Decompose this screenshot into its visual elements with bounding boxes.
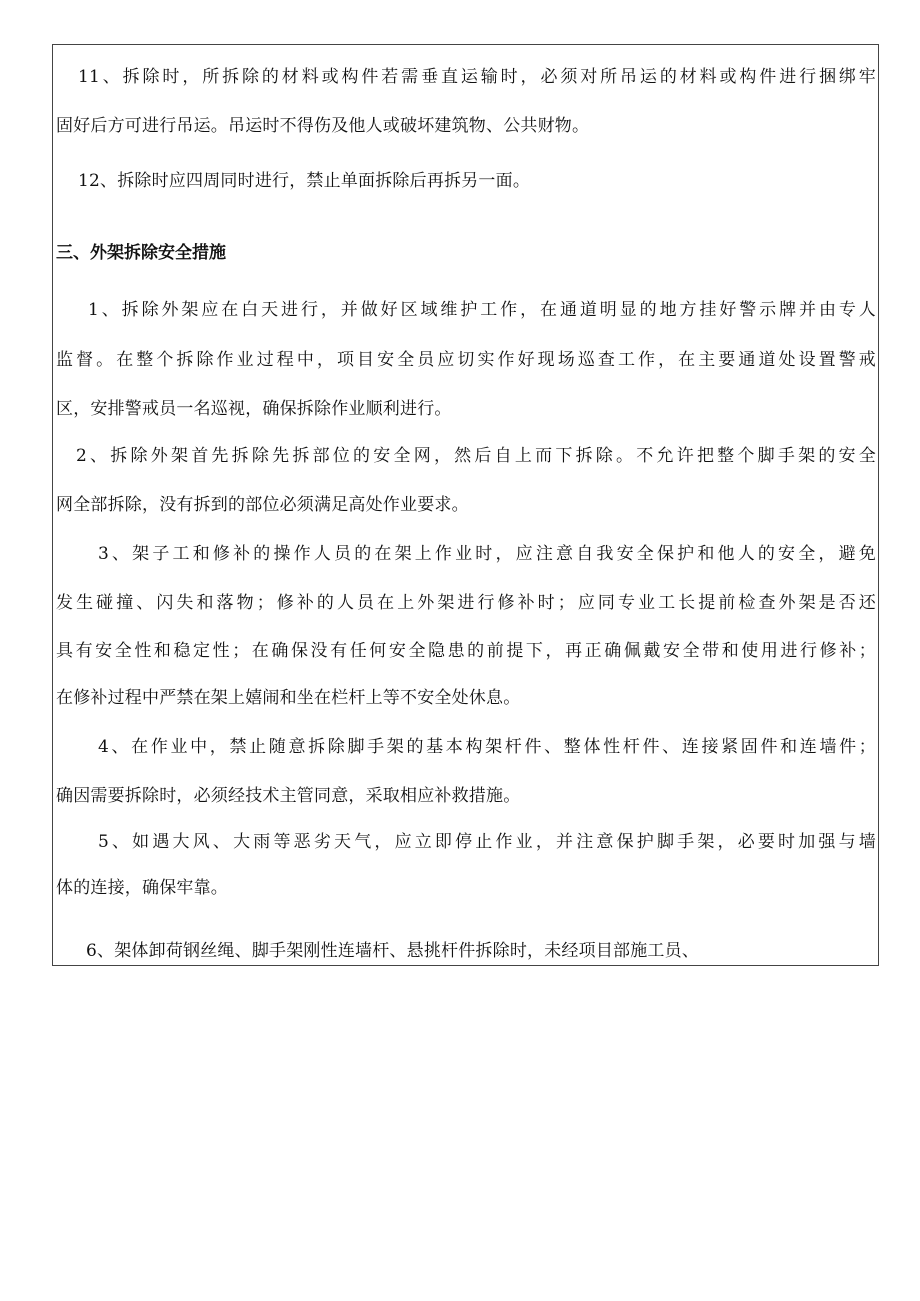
item-4-line-2: 确因需要拆除时，必须经技术主管同意，采取相应补救措施。 [56,786,521,806]
item-6-line-1: 6、架体卸荷钢丝绳、脚手架刚性连墙杆、悬挑杆件拆除时，未经项目部施工员、 [86,941,700,961]
item-4-line-1: 4、在作业中，禁止随意拆除脚手架的基本构架杆件、整体性杆件、连接紧固件和连墙件； [98,737,876,757]
item-5-line-1: 5、如遇大风、大雨等恶劣天气，应立即停止作业，并注意保护脚手架，必要时加强与墙 [98,832,876,852]
item-2-line-1: 2、拆除外架首先拆除先拆部位的安全网，然后自上而下拆除。不允许把整个脚手架的安全 [76,446,876,466]
item-3-line-1: 3、架子工和修补的操作人员的在架上作业时，应注意自我安全保护和他人的安全，避免 [98,544,876,564]
item-1-line-2: 监督。在整个拆除作业过程中，项目安全员应切实作好现场巡查工作，在主要通道处设置警戒 [56,350,876,370]
item-3-line-2: 发生碰撞、闪失和落物；修补的人员在上外架进行修补时；应同专业工长提前检查外架是否还 [56,593,876,613]
item-3-line-3: 具有安全性和稳定性；在确保没有任何安全隐患的前提下，再正确佩戴安全带和使用进行修补； [56,641,876,661]
item-11-line-2: 固好后方可进行吊运。吊运时不得伤及他人或破坏建筑物、公共财物。 [56,116,590,136]
item-11-line-1: 11、拆除时，所拆除的材料或构件若需垂直运输时，必须对所吊运的材料或构件进行捆绑牢 [78,67,876,87]
item-5-line-2: 体的连接，确保牢靠。 [56,878,228,898]
item-1-line-1: 1、拆除外架应在白天进行，并做好区域维护工作，在通道明显的地方挂好警示牌并由专人 [88,300,876,320]
item-1-line-3: 区，安排警戒员一名巡视，确保拆除作业顺利进行。 [56,399,452,419]
item-3-line-4: 在修补过程中严禁在架上嬉闹和坐在栏杆上等不安全处休息。 [56,688,521,708]
section-heading: 三、外架拆除安全措施 [56,243,226,263]
item-12-line-1: 12、拆除时应四周同时进行，禁止单面拆除后再拆另一面。 [78,171,531,191]
item-2-line-2: 网全部拆除，没有拆到的部位必须满足高处作业要求。 [56,495,469,515]
